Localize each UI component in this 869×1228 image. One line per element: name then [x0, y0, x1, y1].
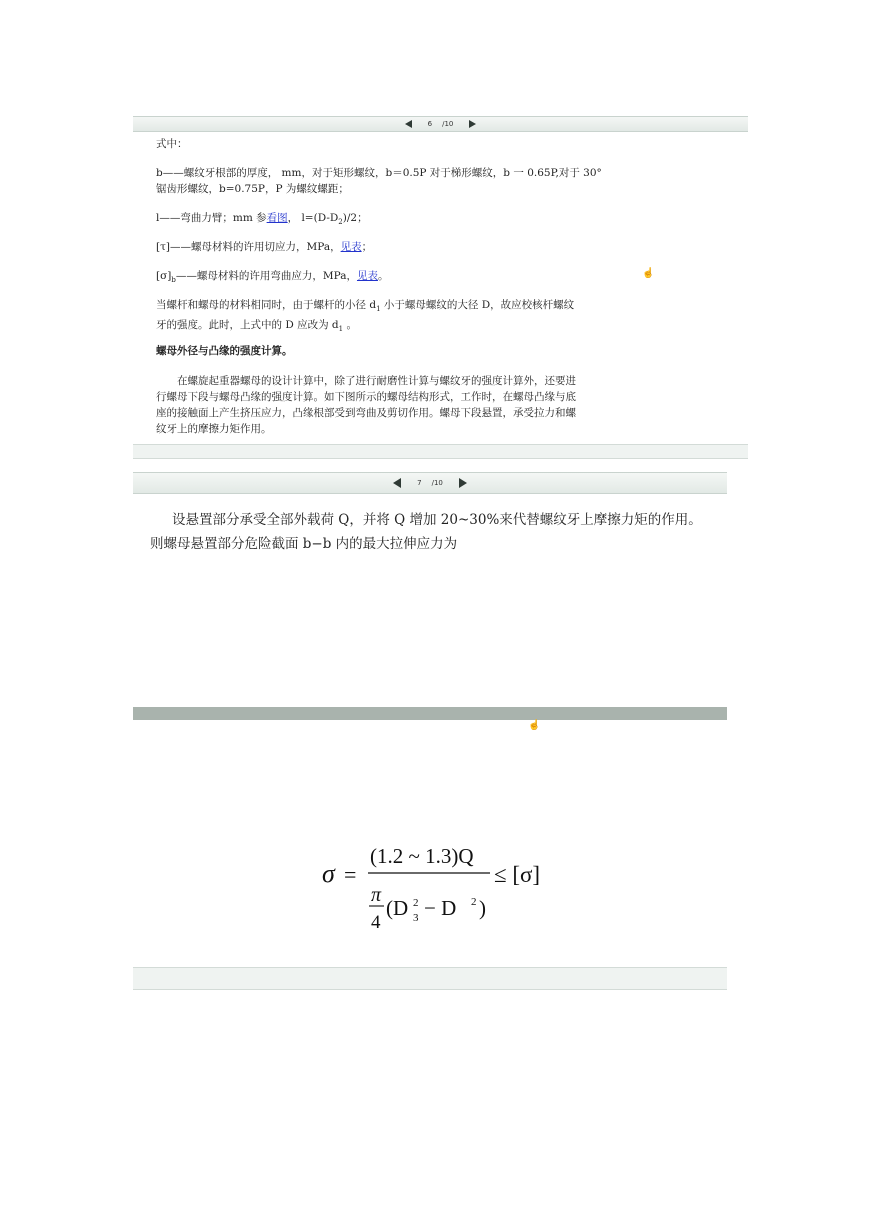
- l-definition: [156, 210, 736, 230]
- load-assumption-text: [150, 508, 725, 556]
- prev-page-icon[interactable]: [405, 120, 412, 128]
- formula-d3-exp: 2: [413, 897, 419, 909]
- prev-page-icon[interactable]: [393, 478, 401, 488]
- section-heading: 螺母外径与凸缘的强度计算。: [156, 345, 293, 357]
- sigma-symbol: [σ]: [156, 270, 172, 282]
- para-line2: 行螺母下段与螺母凸缘的强度计算。如下图所示的螺母结构形式，工作时，在螺母凸缘与底: [156, 391, 576, 403]
- l-def-sub: 2: [338, 218, 343, 227]
- same-line1-b: 小于螺母螺纹的大径 D，故应校核杆螺纹: [380, 299, 575, 311]
- para-line4: 纹牙上的摩擦力矩作用。: [156, 423, 272, 435]
- current-page: 6: [427, 120, 433, 128]
- page-nav-bottom: [133, 472, 727, 494]
- flange-paragraph: [156, 373, 736, 437]
- formula-minus-d: − D: [424, 896, 457, 920]
- sigma-sub: b: [171, 276, 176, 285]
- current-page: 7: [417, 479, 422, 487]
- b-def-line2: 锯齿形螺纹，b=0.75P，P 为螺纹螺距；: [156, 183, 349, 195]
- formula-pi: π: [371, 884, 382, 906]
- formula-numerator: (1.2 ~ 1.3)Q: [370, 844, 474, 868]
- see-table-link-2[interactable]: 见表: [356, 270, 378, 282]
- intro-text: 式中：: [156, 138, 188, 150]
- tau-definition: [156, 239, 736, 255]
- l-def-end: )/2；: [342, 212, 368, 224]
- formula-sigma: σ: [322, 859, 335, 888]
- formula-denominator: (D: [386, 896, 409, 920]
- same-sub1: 1: [376, 305, 381, 314]
- page-footer-bar-1: [133, 444, 748, 459]
- l-def-formula: ， l=(D-D: [287, 212, 339, 224]
- same-sub2: 1: [338, 325, 344, 334]
- sigma-def-end: 。: [377, 270, 389, 282]
- see-figure-link[interactable]: 看图: [266, 212, 288, 224]
- page-footer-bar-2: [133, 967, 727, 990]
- sigma-def-text: ——螺母材料的许用弯曲应力，MPa，: [175, 270, 357, 282]
- formula-four: 4: [371, 912, 381, 933]
- load-line1: 设悬置部分承受全部外载荷 Q，并将 Q 增加 20~30%来代替螺纹牙上摩擦力矩的作用。: [172, 512, 702, 528]
- page-nav-top: [133, 116, 748, 132]
- formula-d-exp: 2: [471, 896, 477, 908]
- l-def-text: l——弯曲力臂；mm 参: [156, 212, 267, 224]
- formula-close: ): [479, 896, 486, 920]
- page-separator-bar: [133, 707, 727, 720]
- formula-equals: =: [344, 862, 357, 887]
- see-table-link-1[interactable]: 见表: [340, 241, 362, 253]
- b-def-line1: b——螺纹牙根部的厚度， mm，对于矩形螺纹，b＝0.5P 对于梯形螺纹，b 一 0.65P,对于 30°: [156, 167, 602, 179]
- same-line1-a: 当螺杆和螺母的材料相同时，由于螺杆的小径 d: [156, 299, 377, 311]
- same-material-text: [156, 297, 736, 337]
- next-page-icon[interactable]: [469, 120, 476, 128]
- para-line1: 在螺旋起重器螺母的设计计算中，除了进行耐磨性计算与螺纹牙的强度计算外，还要进: [177, 375, 576, 387]
- tau-def-text: [τ]——螺母材料的许用切应力，MPa，: [156, 241, 341, 253]
- formula-d3-sub: 3: [413, 912, 419, 924]
- same-line2-b: 。: [343, 319, 357, 332]
- formula-rhs: ≤ [σ]: [494, 862, 541, 887]
- b-definition: [156, 165, 736, 197]
- total-pages: /10: [442, 120, 454, 128]
- total-pages: /10: [431, 479, 443, 487]
- next-page-icon[interactable]: [459, 478, 467, 488]
- hand-cursor-icon: ☝: [642, 268, 655, 279]
- tau-def-end: ；: [361, 241, 373, 253]
- load-line2: 则螺母悬置部分危险截面 b−b 内的最大拉伸应力为: [150, 536, 458, 552]
- same-line2-a: 牙的强度。此时，上式中的 D 应改为 d: [156, 319, 339, 332]
- hand-cursor-icon: ☝: [528, 720, 541, 731]
- para-line3: 座的接触面上产生挤压应力，凸缘根部受到弯曲及剪切作用。螺母下段悬置，承受拉力和螺: [156, 407, 576, 419]
- stress-formula: [322, 835, 562, 935]
